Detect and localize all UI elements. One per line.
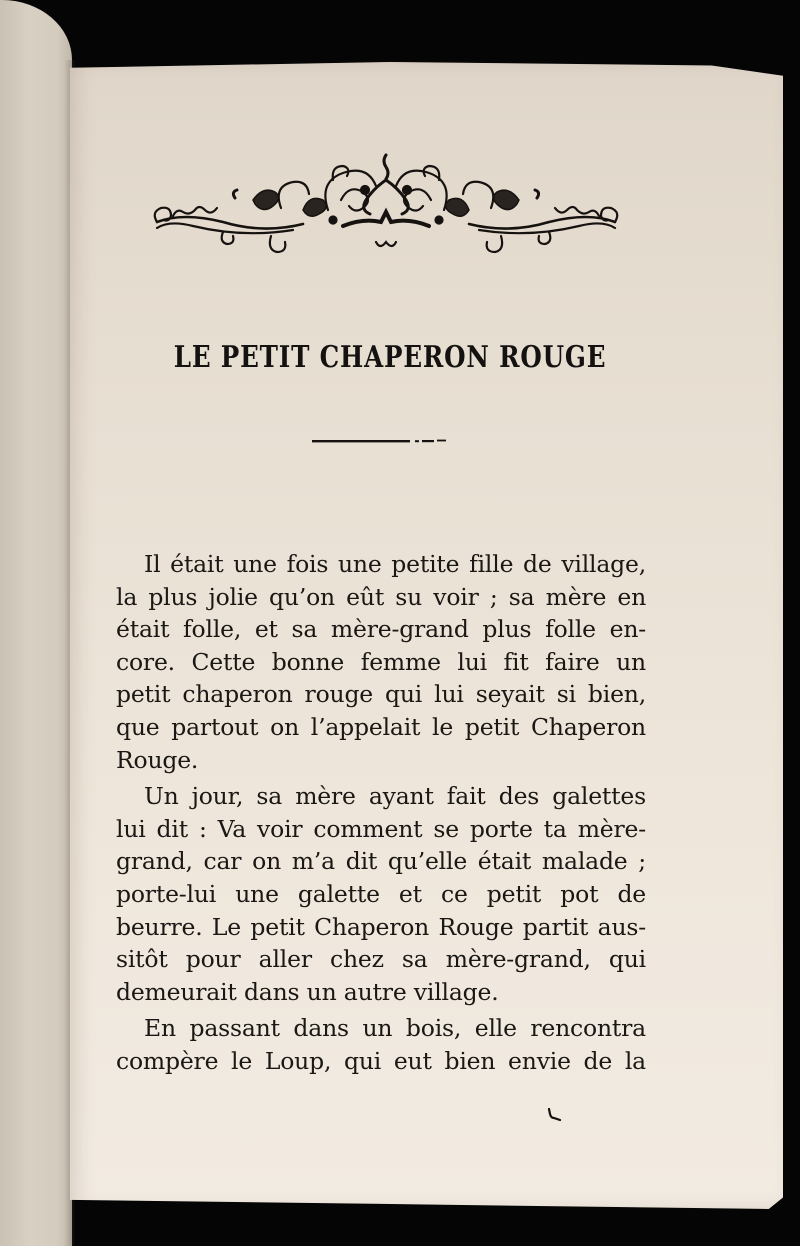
left-page-edge [0,0,72,1246]
ornament-headpiece-icon [143,150,629,255]
text-line: petit chaperon rouge qui lui seyait si bien, [116,680,646,709]
title-rule-divider [312,439,446,443]
text-line: demeurait dans un autre village. [116,977,499,1006]
paragraph-3 [116,1012,646,1077]
text-line: lui dit : Va voir comment se porte ta mère- [116,814,646,843]
text-line: core. Cette bonne femme lui fit faire un [116,647,646,676]
paragraph-2 [116,780,646,1008]
text-line: sitôt pour aller chez sa mère-grand, qui [116,945,646,974]
paragraph-1 [116,548,646,776]
ink-mark [546,1108,562,1122]
text-line: était folle, et sa mère-grand plus folle en- [116,615,646,644]
text-line: compère le Loup, qui eut bien envie de la [116,1046,646,1075]
text-line: En passant dans un bois, elle rencontra [144,1014,646,1043]
text-line: porte-lui une galette et ce petit pot de [116,879,646,908]
text-line: grand, car on m’a dit qu’elle était malade ; [116,847,646,876]
text-line: beurre. Le petit Chaperon Rouge partit aus- [116,912,646,941]
chapter-title: LE PETIT CHAPERON ROUGE [173,340,607,375]
text-line: la plus jolie qu’on eût su voir ; sa mère en [116,582,646,611]
text-line: Il était une fois une petite fille de village, [144,550,646,578]
text-line: Rouge. [116,745,199,774]
text-line: Un jour, sa mère ayant fait des galettes [144,782,646,811]
story-text [116,548,646,1082]
text-line: que partout on l’appelait le petit Chaperon [116,712,646,741]
